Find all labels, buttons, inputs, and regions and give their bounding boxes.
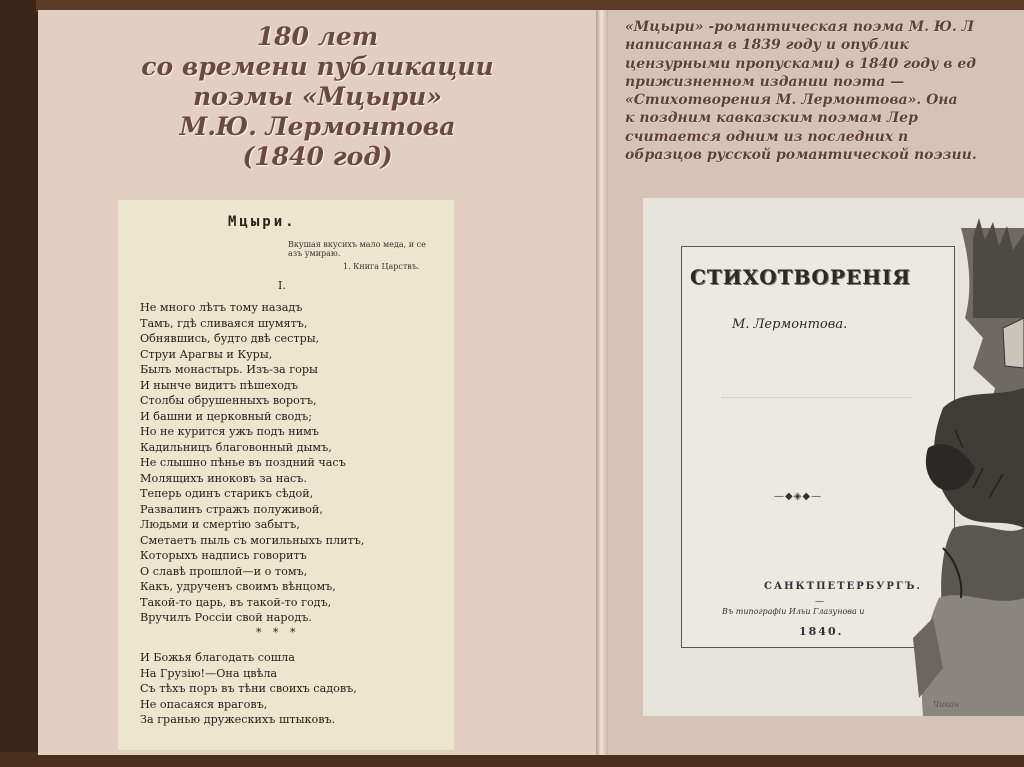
epigraph-text: Вкушая вкусихъ мало меда, и се: [288, 240, 426, 249]
poem-line: На Грузію!—Она цвѣла: [140, 666, 278, 680]
description-line: считается одним из последних п: [625, 128, 909, 145]
description-line: «Стихотворения М. Лермонтова». Она: [625, 92, 958, 109]
poem-line: И Божья благодать сошла: [140, 651, 295, 664]
book-printer: Въ типографіи Ильи Глазунова и: [722, 607, 865, 616]
poem-line: Тамъ, гдѣ сливаяся шумятъ,: [140, 316, 308, 330]
poem-line: За гранью дружескихъ штыковъ.: [140, 713, 336, 726]
slide-title: [100, 22, 535, 172]
poem-line: Не опасаяся враговъ,: [140, 697, 268, 711]
poem-line: Молящихъ иноковъ за насъ.: [140, 471, 307, 485]
ornament-icon: —◆◈◆—: [774, 491, 823, 502]
title-line: поэмы «Мцыри»: [193, 82, 442, 111]
section-number: I.: [278, 279, 286, 292]
epigraph-text: азъ умираю.: [288, 249, 341, 258]
book-city: САНКТПЕТЕРБУРГЪ.: [764, 581, 922, 592]
poem-title: Мцыри.: [228, 214, 297, 230]
poem-stanza: [140, 650, 357, 728]
poem-line: Развалинъ стражъ полуживой,: [140, 502, 323, 516]
frame-left: [0, 0, 36, 767]
book-year: 1840.: [799, 625, 844, 638]
poem-line: О славѣ прошлой—и о томъ,: [140, 564, 308, 578]
poem-line: Не слышно пѣнье въ поздний часъ: [140, 456, 346, 469]
poem-line: Столбы обрушенныхъ воротъ,: [140, 394, 317, 407]
description-line: написанная в 1839 году и опублик: [625, 37, 909, 54]
description-line: цензурными пропусками) в 1840 году в ед: [625, 55, 976, 72]
description-text: [625, 18, 1024, 164]
book-spine: [596, 10, 608, 755]
engraving-illustration: [643, 198, 1024, 716]
description-line: прижизненном издании поэта —: [625, 73, 905, 90]
poem-line: Струи Арагвы и Куры,: [140, 347, 273, 361]
poem-line: Которыхъ надпись говоритъ: [140, 549, 307, 562]
title-line: 180 лет: [256, 22, 379, 51]
poem-line: Вручилъ Россіи свой народъ.: [140, 611, 312, 624]
poem-line: Теперь одинъ старикъ сѣдой,: [140, 487, 314, 500]
poem-line: Не много лѣтъ тому назадъ: [140, 301, 303, 314]
poem-line: Кадильницъ благовонный дымъ,: [140, 440, 332, 454]
poem-line: Но не курится ужъ подъ нимъ: [140, 425, 319, 438]
poem-line: Людьми и смертію забытъ,: [140, 518, 300, 531]
poem-line: И башни и церковный сводъ;: [140, 409, 313, 423]
poem-line: И нынче видитъ пѣшеходъ: [140, 378, 298, 392]
book-title: СТИХОТВОРЕНІЯ: [690, 265, 912, 289]
poem-line: Обнявшись, будто двѣ сестры,: [140, 332, 320, 345]
epigraph-source: 1. Книга Царствъ.: [343, 262, 420, 271]
epigraph-line: [288, 240, 426, 258]
poem-line: Сметаетъ пыль съ могильныхъ плитъ,: [140, 533, 365, 547]
book-dash: —: [815, 597, 824, 607]
poem-line: Какъ, удрученъ своимъ вѣнцомъ,: [140, 580, 336, 593]
title-line: М.Ю. Лермонтова: [179, 112, 456, 141]
description-line: «Мцыри» -романтическая поэма М. Ю. Л: [625, 19, 975, 35]
poem-line: Съ тѣхъ поръ въ тѣни своихъ садовъ,: [140, 682, 357, 695]
description-line: образцов русской романтической поэзии.: [625, 147, 977, 164]
book-author: М. Лермонтова.: [732, 317, 848, 332]
stanza-separator: * * *: [256, 626, 300, 639]
description-line: к поздним кавказским поэмам Лер: [625, 110, 918, 127]
title-line: со времени публикации: [141, 52, 494, 81]
book-title-page-image: [643, 198, 1024, 716]
illustrator-signature: Чикан: [933, 700, 960, 709]
poem-line: Такой-то царь, въ такой-то годъ,: [140, 595, 332, 609]
poem-page-scan: [118, 200, 454, 750]
poem-stanza: [140, 300, 364, 626]
title-line: (1840 год): [242, 142, 393, 171]
poem-line: Былъ монастырь. Изъ-за горы: [140, 363, 318, 376]
